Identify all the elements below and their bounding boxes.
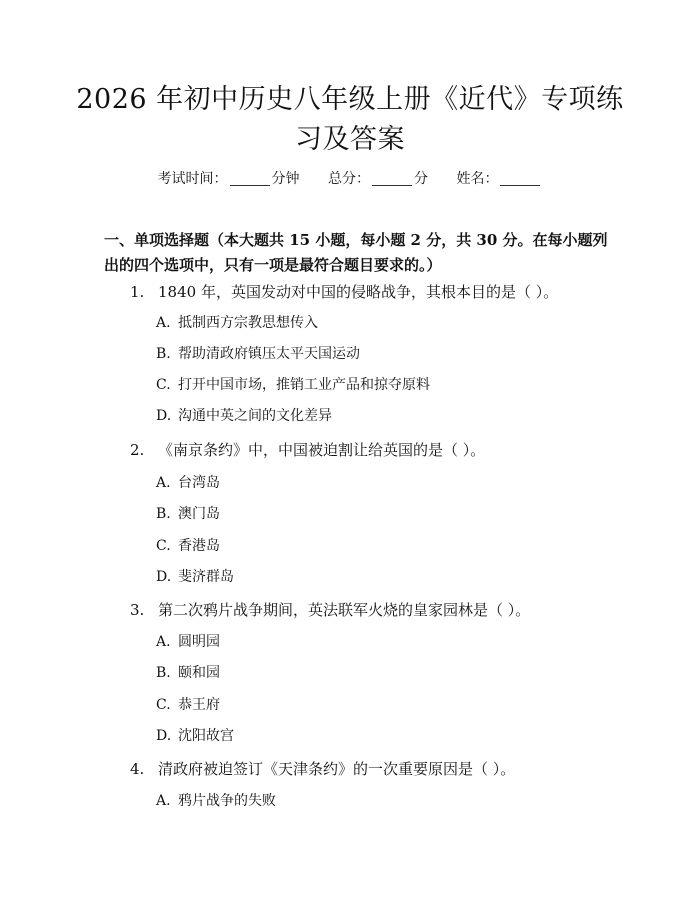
option-text: 帮助清政府镇压太平天国运动 bbox=[178, 346, 360, 362]
question-2 bbox=[130, 440, 485, 460]
option-text: 抵制西方宗教思想传入 bbox=[178, 315, 318, 331]
question-3-option-a bbox=[156, 632, 220, 652]
question-4 bbox=[130, 759, 515, 779]
question-1-option-c bbox=[156, 375, 430, 395]
student-name-label: 姓名： bbox=[456, 171, 499, 187]
question-1-option-d bbox=[156, 406, 332, 426]
option-letter: A. bbox=[156, 315, 171, 331]
question-2-option-b bbox=[156, 504, 220, 524]
exam-time-unit: 分钟 bbox=[271, 171, 300, 187]
question-1-option-b bbox=[156, 344, 360, 364]
question-3 bbox=[130, 600, 530, 620]
question-3-option-c bbox=[156, 695, 220, 715]
question-2-option-d bbox=[156, 567, 234, 587]
question-text: 清政府被迫签订《天津条约》的一次重要原因是（ ）。 bbox=[158, 760, 516, 778]
option-text: 恭王府 bbox=[178, 697, 220, 713]
document-title bbox=[60, 80, 640, 160]
option-text: 台湾岛 bbox=[178, 475, 220, 491]
exam-time-label: 考试时间： bbox=[157, 171, 228, 187]
option-letter: A. bbox=[156, 634, 171, 650]
question-1 bbox=[130, 282, 558, 302]
question-text: 《南京条约》中，中国被迫割让给英国的是（ ）。 bbox=[158, 441, 486, 459]
option-letter: D. bbox=[156, 408, 172, 424]
question-2-option-c bbox=[156, 536, 220, 556]
question-3-option-b bbox=[156, 663, 220, 683]
option-letter: C. bbox=[156, 697, 171, 713]
option-letter: C. bbox=[156, 377, 171, 393]
option-letter: D. bbox=[156, 569, 172, 585]
title-line-2: 习及答案 bbox=[295, 124, 405, 155]
student-name-blank bbox=[500, 171, 540, 186]
question-3-option-d bbox=[156, 726, 234, 746]
option-letter: B. bbox=[156, 665, 171, 681]
question-4-option-a bbox=[156, 791, 276, 811]
option-text: 圆明园 bbox=[178, 634, 220, 650]
option-letter: A. bbox=[156, 475, 171, 491]
total-score-label: 总分： bbox=[328, 171, 370, 187]
option-text: 澳门岛 bbox=[178, 506, 220, 522]
option-letter: A. bbox=[156, 793, 171, 809]
option-text: 颐和园 bbox=[178, 665, 220, 681]
question-text: 1840 年，英国发动对中国的侵略战争，其根本目的是（ ）。 bbox=[158, 283, 559, 301]
student-name-field bbox=[456, 168, 542, 188]
exam-time-field bbox=[158, 168, 300, 188]
question-number: 1. bbox=[130, 283, 145, 301]
option-text: 香港岛 bbox=[178, 538, 220, 554]
option-letter: B. bbox=[156, 506, 171, 522]
option-text: 鸦片战争的失败 bbox=[178, 793, 276, 809]
exam-meta bbox=[0, 168, 700, 188]
option-text: 沟通中英之间的文化差异 bbox=[178, 408, 332, 424]
total-score-unit: 分 bbox=[414, 171, 428, 187]
option-text: 沈阳故宫 bbox=[178, 728, 234, 744]
total-score-blank bbox=[372, 171, 412, 186]
title-line-1: 2026 年初中历史八年级上册《近代》专项练 bbox=[76, 84, 624, 115]
section-heading: 一、单项选择题（本大题共 15 小题，每小题 2 分，共 30 分。在每小题列出的四个选项中，只有一项是最符合题目要求的。） bbox=[104, 231, 608, 274]
option-text: 斐济群岛 bbox=[178, 569, 234, 585]
option-letter: B. bbox=[156, 346, 171, 362]
exam-time-blank bbox=[230, 171, 270, 186]
option-letter: D. bbox=[156, 728, 172, 744]
question-1-option-a bbox=[156, 313, 318, 333]
question-number: 4. bbox=[130, 760, 145, 778]
total-score-field bbox=[328, 168, 428, 188]
question-number: 3. bbox=[130, 601, 145, 619]
question-text: 第二次鸦片战争期间，英法联军火烧的皇家园林是（ ）。 bbox=[158, 601, 531, 619]
question-2-option-a bbox=[156, 473, 220, 493]
option-text: 打开中国市场，推销工业产品和掠夺原料 bbox=[178, 377, 430, 393]
option-letter: C. bbox=[156, 538, 171, 554]
question-number: 2. bbox=[130, 441, 145, 459]
